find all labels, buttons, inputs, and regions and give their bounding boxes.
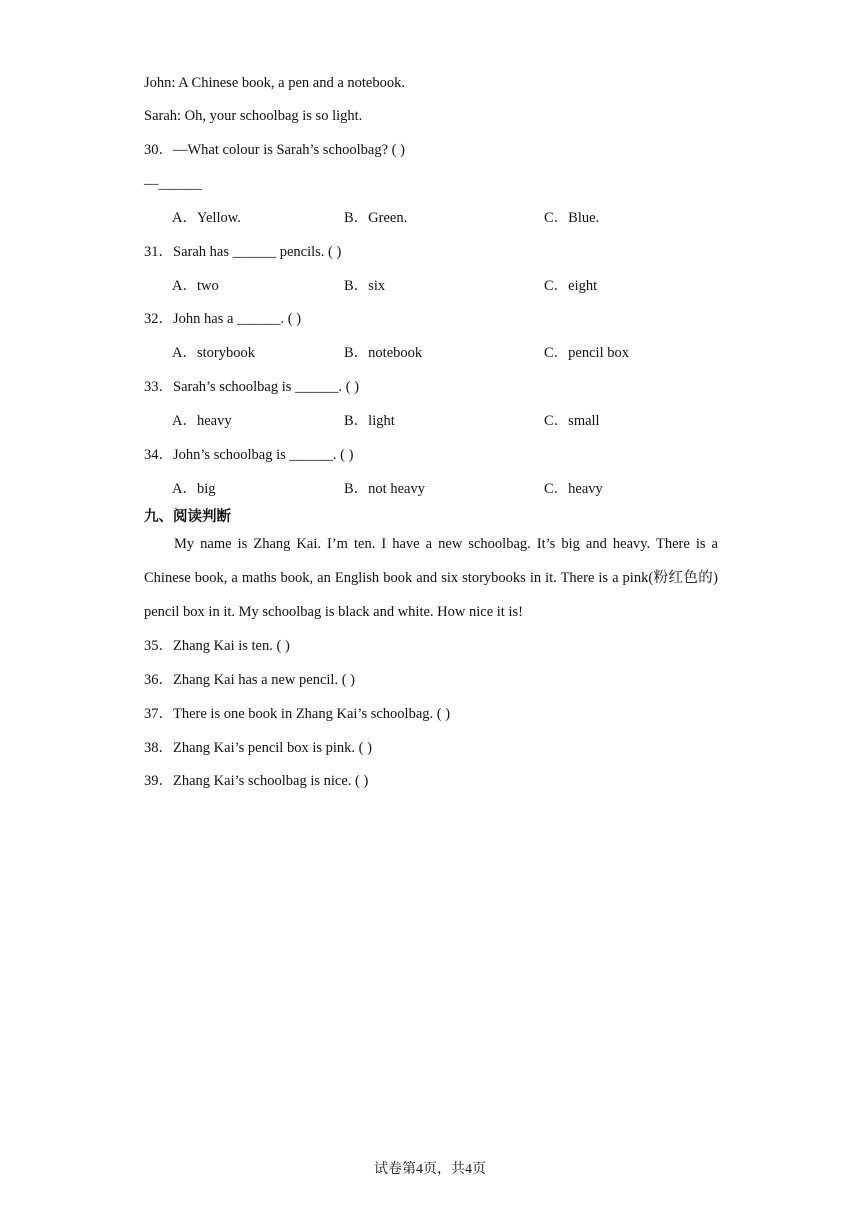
question-33: 33．Sarah’s schoolbag is ______. ( ) xyxy=(144,379,360,395)
question-31-option-b: B．six xyxy=(344,278,386,294)
question-32-option-a: A．storybook xyxy=(172,345,255,361)
page-footer: 试卷第4页，共4页 xyxy=(374,1162,486,1177)
question-33-option-b: B．light xyxy=(344,413,395,429)
question-34-option-a: A．big xyxy=(172,481,216,497)
question-33-option-c: C．small xyxy=(544,413,600,429)
question-31: 31．Sarah has ______ pencils. ( ) xyxy=(144,244,342,260)
question-30-option-c: C．Blue. xyxy=(544,210,600,226)
question-30: 30．—What colour is Sarah’s schoolbag? ( ) xyxy=(144,142,405,158)
question-32-option-c: C．pencil box xyxy=(544,345,629,361)
statement-36: 36．Zhang Kai has a new pencil. ( ) xyxy=(144,672,355,688)
question-32-option-b: B．notebook xyxy=(344,345,423,361)
dialogue-line-john: John: A Chinese book, a pen and a notebook. xyxy=(144,75,405,91)
question-31-option-a: A．two xyxy=(172,278,219,294)
statement-39: 39．Zhang Kai’s schoolbag is nice. ( ) xyxy=(144,773,369,789)
question-31-option-c: C．eight xyxy=(544,278,598,294)
question-30-option-b: B．Green. xyxy=(344,210,408,226)
dialogue-line-sarah: Sarah: Oh, your schoolbag is so light. xyxy=(144,108,363,124)
question-30-option-a: A．Yellow. xyxy=(172,210,241,226)
question-30-answer-blank: —______ xyxy=(144,176,202,192)
reading-passage: My name is Zhang Kai. I’m ten. I have a new schoolbag. It’s big and heavy. There is a Chinese book, a maths book, an English book and six storybooks in it. There is a pink(粉红色的) pencil box in it. My schoolbag is black and white. How nice it is! xyxy=(144,536,718,620)
question-32: 32．John has a ______. ( ) xyxy=(144,311,302,327)
question-34-option-c: C．heavy xyxy=(544,481,603,497)
statement-38: 38．Zhang Kai’s pencil box is pink. ( ) xyxy=(144,740,372,756)
question-33-option-a: A．heavy xyxy=(172,413,232,429)
section-9-title: 九、阅读判断 xyxy=(144,509,231,525)
question-34: 34．John’s schoolbag is ______. ( ) xyxy=(144,447,354,463)
statement-37: 37．There is one book in Zhang Kai’s schoolbag. ( ) xyxy=(144,706,451,722)
statement-35: 35．Zhang Kai is ten. ( ) xyxy=(144,638,290,654)
question-34-option-b: B．not heavy xyxy=(344,481,425,497)
